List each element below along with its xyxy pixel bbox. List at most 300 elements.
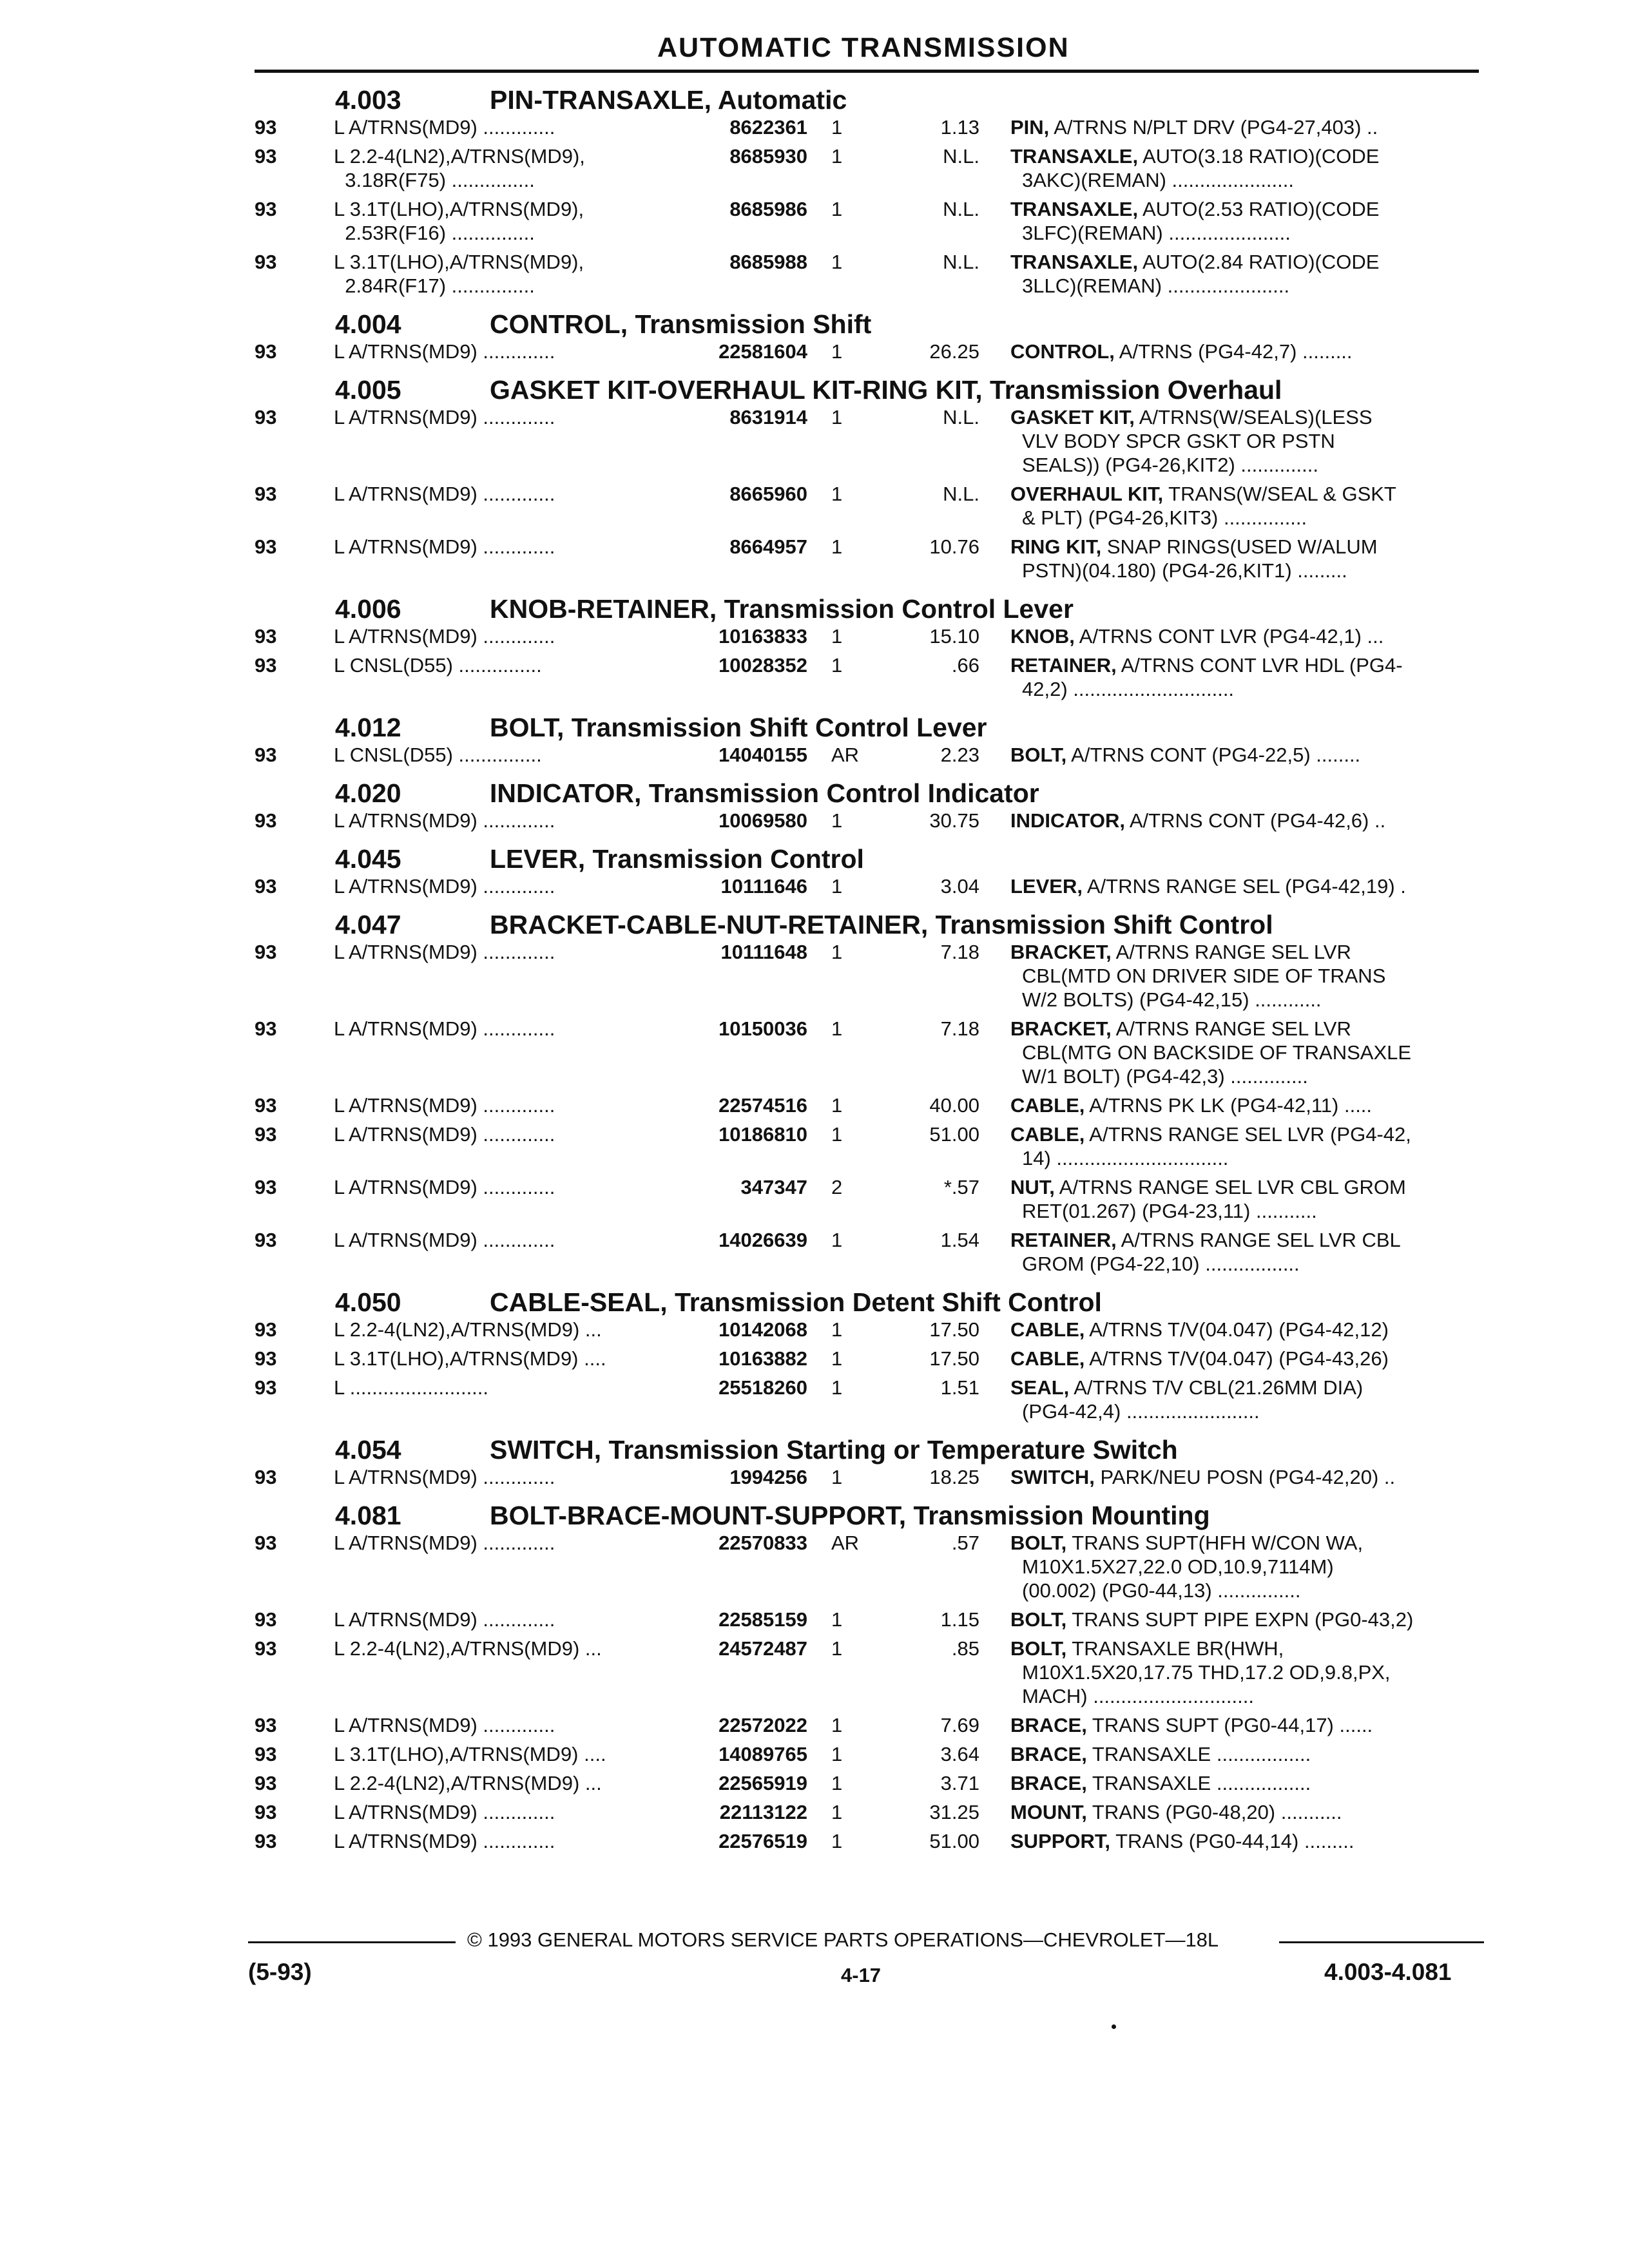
- part-number: 10142068: [718, 1318, 807, 1341]
- price: 40.00: [929, 1094, 979, 1117]
- section-title: [0, 838, 1629, 874]
- description-keyword: CABLE,: [1010, 1094, 1085, 1117]
- part-number: 22581604: [718, 340, 807, 363]
- catalog-section: [0, 1494, 1629, 1858]
- model-year: 93: [255, 1830, 277, 1852]
- part-number: 22113122: [719, 1801, 807, 1823]
- section-name: LEVER, Transmission Control: [490, 844, 864, 874]
- application-line: L 2.2-4(LN2),A/TRNS(MD9) ...: [334, 1772, 602, 1794]
- description-text: A/TRNS T/V CBL(21.26MM DIA): [1069, 1376, 1364, 1399]
- description-line: [1010, 506, 1474, 530]
- description-line: [1010, 1771, 1474, 1795]
- part-entry: [0, 1800, 1629, 1829]
- model-year: 93: [255, 1608, 277, 1631]
- description-line: [1010, 1684, 1474, 1708]
- application-line: L 2.2-4(LN2),A/TRNS(MD9),: [334, 145, 585, 168]
- description: [1010, 1175, 1474, 1223]
- description-text: AUTO(2.53 RATIO)(CODE: [1138, 198, 1380, 220]
- description-line: [1010, 677, 1474, 701]
- description: [1010, 482, 1474, 530]
- application: [334, 1800, 675, 1824]
- quantity: 1: [831, 116, 843, 139]
- description-text: A/TRNS CONT (PG4-22,5) ........: [1066, 744, 1361, 766]
- application: [334, 1175, 675, 1199]
- description-text: 3LFC)(REMAN) ......................: [1022, 222, 1291, 244]
- application-line: L 2.2-4(LN2),A/TRNS(MD9) ...: [334, 1637, 602, 1660]
- application: [334, 1771, 675, 1795]
- description: [1010, 1376, 1474, 1423]
- description-keyword: TRANSAXLE,: [1010, 145, 1139, 168]
- description-line: [1010, 1017, 1474, 1041]
- price: 7.18: [940, 1017, 979, 1040]
- application: [334, 405, 675, 429]
- description-keyword: CABLE,: [1010, 1347, 1085, 1370]
- application-line: L A/TRNS(MD9) .............: [334, 941, 555, 963]
- part-entry: [0, 1742, 1629, 1771]
- application-line: L CNSL(D55) ...............: [334, 744, 542, 766]
- application: [334, 1742, 675, 1766]
- quantity: 1: [831, 1637, 843, 1660]
- quantity: 2: [831, 1176, 843, 1198]
- description: [1010, 340, 1474, 363]
- application: [334, 1376, 675, 1399]
- description-line: [1010, 1347, 1474, 1370]
- application-line: 2.84R(F17) ...............: [334, 274, 535, 297]
- description-text: GROM (PG4-22,10) .................: [1022, 1253, 1300, 1275]
- description-keyword: BOLT,: [1010, 744, 1067, 766]
- model-year: 93: [255, 1176, 277, 1198]
- application-line: L A/TRNS(MD9) .............: [334, 1532, 555, 1554]
- section-title: [0, 303, 1629, 340]
- application-line: L A/TRNS(MD9) .............: [334, 1017, 555, 1040]
- description-text: TRANS(W/SEAL & GSKT: [1163, 483, 1396, 505]
- quantity: 1: [831, 654, 843, 677]
- price: 1.51: [940, 1376, 979, 1399]
- price: 10.76: [929, 535, 979, 558]
- part-entry: [0, 482, 1629, 535]
- application: [334, 1829, 675, 1853]
- price: 51.00: [929, 1123, 979, 1146]
- quantity: 1: [831, 1466, 843, 1488]
- description-line: [1010, 1742, 1474, 1766]
- description-text: A/TRNS PK LK (PG4-42,11) .....: [1084, 1094, 1373, 1117]
- application-line: L A/TRNS(MD9) .............: [334, 1176, 555, 1198]
- description-text: & PLT) (PG4-26,KIT3) ...............: [1022, 506, 1307, 529]
- model-year: 93: [255, 145, 277, 168]
- description-line: [1010, 1093, 1474, 1117]
- price: 7.69: [940, 1714, 979, 1736]
- price: 30.75: [929, 809, 979, 832]
- application-line: L A/TRNS(MD9) .............: [334, 1608, 555, 1631]
- section-number: 4.006: [335, 594, 401, 624]
- quantity: 1: [831, 1772, 843, 1794]
- section-name: GASKET KIT-OVERHAUL KIT-RING KIT, Transmission Overhaul: [490, 375, 1282, 405]
- part-number: 22570833: [718, 1532, 807, 1554]
- quantity: 1: [831, 340, 843, 363]
- part-number: 14040155: [718, 744, 807, 766]
- description-line: [1010, 1660, 1474, 1684]
- section-number: 4.004: [335, 309, 401, 339]
- description: [1010, 197, 1474, 245]
- description-line: [1010, 144, 1474, 168]
- description-line: [1010, 405, 1474, 429]
- application-line: L .........................: [334, 1376, 489, 1399]
- model-year: 93: [255, 1743, 277, 1765]
- part-number: 10111648: [720, 941, 807, 963]
- part-entry: [0, 535, 1629, 588]
- model-year: 93: [255, 406, 277, 428]
- parts-catalog: [0, 79, 1629, 1858]
- model-year: 93: [255, 941, 277, 963]
- description-text: A/TRNS T/V(04.047) (PG4-43,26): [1084, 1347, 1389, 1370]
- application: [334, 1228, 675, 1252]
- description-text: A/TRNS RANGE SEL LVR CBL: [1116, 1229, 1401, 1251]
- description: [1010, 653, 1474, 701]
- price: .66: [951, 654, 979, 677]
- footer-rule-right: [1279, 1941, 1484, 1943]
- part-entry: [0, 743, 1629, 772]
- description-keyword: TRANSAXLE,: [1010, 251, 1139, 273]
- description-line: [1010, 1175, 1474, 1199]
- application-line: L A/TRNS(MD9) .............: [334, 809, 555, 832]
- model-year: 93: [255, 875, 277, 898]
- description-keyword: BOLT,: [1010, 1608, 1067, 1631]
- quantity: 1: [831, 809, 843, 832]
- application-line: L 3.1T(LHO),A/TRNS(MD9) ....: [334, 1347, 606, 1370]
- section-name: CONTROL, Transmission Shift: [490, 309, 872, 339]
- model-year: 93: [255, 198, 277, 220]
- part-entry: [0, 1465, 1629, 1494]
- application: [334, 535, 675, 559]
- description-text: CBL(MTD ON DRIVER SIDE OF TRANS: [1022, 965, 1386, 987]
- application: [334, 940, 675, 964]
- description-keyword: BRACKET,: [1010, 941, 1112, 963]
- part-entry: [0, 1376, 1629, 1428]
- price: N.L.: [943, 145, 979, 168]
- description-text: W/2 BOLTS) (PG4-42,15) ............: [1022, 988, 1322, 1011]
- section-title: [0, 1428, 1629, 1465]
- section-number: 4.003: [335, 85, 401, 115]
- application-line: L A/TRNS(MD9) .............: [334, 535, 555, 558]
- part-entry: [0, 115, 1629, 144]
- catalog-section: [0, 303, 1629, 369]
- description-line: [1010, 1800, 1474, 1824]
- application-line: L 3.1T(LHO),A/TRNS(MD9),: [334, 251, 584, 273]
- description: [1010, 250, 1474, 298]
- description-text: AUTO(2.84 RATIO)(CODE: [1138, 251, 1380, 273]
- description-text: MACH) .............................: [1022, 1685, 1254, 1707]
- description-line: [1010, 809, 1474, 832]
- part-number: 10069580: [718, 809, 807, 832]
- model-year: 93: [255, 1466, 277, 1488]
- description-line: [1010, 1465, 1474, 1489]
- description-text: TRANS SUPT PIPE EXPN (PG0-43,2): [1066, 1608, 1414, 1631]
- description-keyword: PIN,: [1010, 116, 1050, 139]
- part-number: 22565919: [718, 1772, 807, 1794]
- application: [334, 482, 675, 506]
- model-year: 93: [255, 1801, 277, 1823]
- description-line: [1010, 988, 1474, 1012]
- price: 26.25: [929, 340, 979, 363]
- part-entry: [0, 1175, 1629, 1228]
- description-line: [1010, 168, 1474, 192]
- description-line: [1010, 221, 1474, 245]
- part-number: 10028352: [718, 654, 807, 677]
- part-number: 10150036: [718, 1017, 807, 1040]
- section-number: 4.020: [335, 778, 401, 808]
- price: .85: [951, 1637, 979, 1660]
- application: [334, 1531, 675, 1555]
- section-number: 4.012: [335, 713, 401, 742]
- description-text: A/TRNS CONT (PG4-42,6) ..: [1124, 809, 1386, 832]
- section-title: [0, 588, 1629, 624]
- price: 3.64: [940, 1743, 979, 1765]
- application-line: L A/TRNS(MD9) .............: [334, 340, 555, 363]
- part-entry: [0, 340, 1629, 369]
- description-text: 3AKC)(REMAN) ......................: [1022, 169, 1294, 191]
- part-number: 14089765: [718, 1743, 807, 1765]
- quantity: 1: [831, 1743, 843, 1765]
- application-line: L A/TRNS(MD9) .............: [334, 1801, 555, 1823]
- price: 15.10: [929, 625, 979, 648]
- description-line: [1010, 274, 1474, 298]
- section-title: [0, 1281, 1629, 1318]
- model-year: 93: [255, 809, 277, 832]
- description-line: [1010, 1228, 1474, 1252]
- application: [334, 1318, 675, 1341]
- catalog-section: [0, 369, 1629, 588]
- part-number: 10186810: [718, 1123, 807, 1146]
- description-text: (00.002) (PG0-44,13) ...............: [1022, 1579, 1301, 1602]
- description-text: PARK/NEU POSN (PG4-42,20) ..: [1094, 1466, 1396, 1488]
- price: *.57: [943, 1176, 979, 1198]
- part-entry: [0, 1017, 1629, 1093]
- application: [334, 874, 675, 898]
- model-year: 93: [255, 625, 277, 648]
- application: [334, 197, 675, 245]
- description-text: A/TRNS CONT LVR (PG4-42,1) ...: [1074, 625, 1384, 648]
- description-line: [1010, 1399, 1474, 1423]
- section-name: KNOB-RETAINER, Transmission Control Lever: [490, 594, 1074, 624]
- description: [1010, 1713, 1474, 1737]
- catalog-section: [0, 588, 1629, 706]
- section-number: 4.045: [335, 844, 401, 874]
- description-line: [1010, 1064, 1474, 1088]
- description-keyword: CONTROL,: [1010, 340, 1115, 363]
- description-text: A/TRNS RANGE SEL LVR: [1111, 941, 1351, 963]
- price: N.L.: [943, 406, 979, 428]
- description: [1010, 1742, 1474, 1766]
- description-text: AUTO(3.18 RATIO)(CODE: [1138, 145, 1380, 168]
- description: [1010, 624, 1474, 648]
- part-number: 22574516: [718, 1094, 807, 1117]
- application-line: L A/TRNS(MD9) .............: [334, 406, 555, 428]
- description-text: TRANS (PG0-48,20) ...........: [1086, 1801, 1342, 1823]
- part-entry: [0, 1713, 1629, 1742]
- description-text: 3LLC)(REMAN) ......................: [1022, 274, 1290, 297]
- application: [334, 1017, 675, 1041]
- application-line: L A/TRNS(MD9) .............: [334, 875, 555, 898]
- description-line: [1010, 559, 1474, 582]
- page-title: AUTOMATIC TRANSMISSION: [657, 32, 1070, 63]
- part-entry: [0, 940, 1629, 1017]
- description-text: A/TRNS RANGE SEL (PG4-42,19) .: [1082, 875, 1406, 898]
- application-line: L CNSL(D55) ...............: [334, 654, 542, 677]
- quantity: 1: [831, 1376, 843, 1399]
- price: N.L.: [943, 483, 979, 505]
- description-text: CBL(MTG ON BACKSIDE OF TRANSAXLE: [1022, 1041, 1412, 1064]
- description-text: A/TRNS (PG4-42,7) .........: [1114, 340, 1353, 363]
- application: [334, 743, 675, 767]
- application-line: L A/TRNS(MD9) .............: [334, 1094, 555, 1117]
- section-title: [0, 79, 1629, 115]
- description-text: A/TRNS RANGE SEL LVR: [1111, 1017, 1351, 1040]
- part-number: 25518260: [718, 1376, 807, 1399]
- price: 7.18: [940, 941, 979, 963]
- description-text: TRANS (PG0-44,14) .........: [1110, 1830, 1354, 1852]
- application: [334, 1608, 675, 1631]
- catalog-section: [0, 79, 1629, 303]
- section-name: BOLT, Transmission Shift Control Lever: [490, 713, 987, 742]
- description-line: [1010, 1637, 1474, 1660]
- section-name: BRACKET-CABLE-NUT-RETAINER, Transmission Shift Control: [490, 910, 1273, 939]
- description-line: [1010, 940, 1474, 964]
- part-entry: [0, 624, 1629, 653]
- copyright-notice: © 1993 GENERAL MOTORS SERVICE PARTS OPERATIONS—CHEVROLET—18L: [467, 1928, 1219, 1951]
- part-number: 1994256: [729, 1466, 807, 1488]
- application-line: L A/TRNS(MD9) .............: [334, 1229, 555, 1251]
- description: [1010, 144, 1474, 192]
- part-entry: [0, 1771, 1629, 1800]
- description-keyword: MOUNT,: [1010, 1801, 1087, 1823]
- part-entry: [0, 809, 1629, 838]
- description-text: A/TRNS RANGE SEL LVR (PG4-42,: [1084, 1123, 1411, 1146]
- quantity: 1: [831, 1318, 843, 1341]
- quantity: AR: [831, 1532, 860, 1554]
- application-line: L A/TRNS(MD9) .............: [334, 625, 555, 648]
- description-text: 42,2) .............................: [1022, 678, 1235, 700]
- part-number: 10111646: [720, 875, 807, 898]
- section-number: 4.047: [335, 910, 401, 939]
- description-keyword: CABLE,: [1010, 1318, 1085, 1341]
- part-number: 8665960: [729, 483, 807, 505]
- quantity: 1: [831, 1714, 843, 1736]
- description: [1010, 874, 1474, 898]
- description-keyword: NUT,: [1010, 1176, 1055, 1198]
- application: [334, 624, 675, 648]
- quantity: 1: [831, 1123, 843, 1146]
- description: [1010, 1017, 1474, 1088]
- page-number: 4-17: [841, 1964, 882, 1986]
- quantity: 1: [831, 1801, 843, 1823]
- description-text: TRANS SUPT(HFH W/CON WA,: [1066, 1532, 1364, 1554]
- scan-speck: [1112, 2024, 1116, 2029]
- part-number: 10163882: [718, 1347, 807, 1370]
- description-keyword: BRACE,: [1010, 1743, 1087, 1765]
- model-year: 93: [255, 744, 277, 766]
- application: [334, 1713, 675, 1737]
- description-line: [1010, 115, 1474, 139]
- model-year: 93: [255, 1532, 277, 1554]
- part-entry: [0, 1829, 1629, 1858]
- part-entry: [0, 1531, 1629, 1608]
- application-line: L 3.1T(LHO),A/TRNS(MD9),: [334, 198, 584, 220]
- description-text: SEALS)) (PG4-26,KIT2) ..............: [1022, 454, 1318, 476]
- quantity: 1: [831, 1830, 843, 1852]
- model-year: 93: [255, 340, 277, 363]
- section-number: 4.050: [335, 1287, 401, 1317]
- catalog-section: [0, 838, 1629, 903]
- description-line: [1010, 1252, 1474, 1276]
- section-number: 4.054: [335, 1435, 401, 1465]
- catalog-section: [0, 903, 1629, 1281]
- part-entry: [0, 197, 1629, 250]
- description-line: [1010, 964, 1474, 988]
- section-number: 4.005: [335, 375, 401, 405]
- part-number: 22576519: [718, 1830, 807, 1852]
- price: 1.13: [940, 116, 979, 139]
- part-number: 14026639: [718, 1229, 807, 1251]
- section-title: [0, 706, 1629, 743]
- price: 2.23: [940, 744, 979, 766]
- catalog-section: [0, 772, 1629, 838]
- description-text: 14) ...............................: [1022, 1147, 1229, 1169]
- description-keyword: SWITCH,: [1010, 1466, 1095, 1488]
- description: [1010, 1531, 1474, 1602]
- description-line: [1010, 340, 1474, 363]
- description: [1010, 809, 1474, 832]
- quantity: 1: [831, 1094, 843, 1117]
- model-year: 93: [255, 1376, 277, 1399]
- description-line: [1010, 1713, 1474, 1737]
- description-line: [1010, 743, 1474, 767]
- description-text: W/1 BOLT) (PG4-42,3) ..............: [1022, 1065, 1308, 1088]
- application: [334, 653, 675, 677]
- description: [1010, 405, 1474, 477]
- description-text: (PG4-42,4) ........................: [1022, 1400, 1260, 1423]
- price: N.L.: [943, 198, 979, 220]
- price: 1.54: [940, 1229, 979, 1251]
- description-keyword: RING KIT,: [1010, 535, 1102, 558]
- application: [334, 809, 675, 832]
- description-keyword: SUPPORT,: [1010, 1830, 1111, 1852]
- part-number: 8664957: [729, 535, 807, 558]
- description: [1010, 115, 1474, 139]
- part-number: 10163833: [718, 625, 807, 648]
- quantity: AR: [831, 744, 860, 766]
- quantity: 1: [831, 941, 843, 963]
- part-number: 24572487: [718, 1637, 807, 1660]
- application: [334, 1093, 675, 1117]
- description-keyword: BOLT,: [1010, 1637, 1067, 1660]
- description-text: M10X1.5X20,17.75 THD,17.2 OD,9.8,PX,: [1022, 1661, 1391, 1684]
- price: N.L.: [943, 251, 979, 273]
- quantity: 1: [831, 251, 843, 273]
- description-text: A/TRNS RANGE SEL LVR CBL GROM: [1054, 1176, 1406, 1198]
- section-name: PIN-TRANSAXLE, Automatic: [490, 85, 847, 115]
- description-line: [1010, 1122, 1474, 1146]
- description: [1010, 1771, 1474, 1795]
- price: 17.50: [929, 1318, 979, 1341]
- part-entry: [0, 144, 1629, 197]
- model-year: 93: [255, 483, 277, 505]
- description-line: [1010, 1318, 1474, 1341]
- application-line: L A/TRNS(MD9) .............: [334, 1714, 555, 1736]
- description-text: TRANSAXLE .................: [1086, 1772, 1311, 1794]
- description-text: SNAP RINGS(USED W/ALUM: [1101, 535, 1378, 558]
- description-line: [1010, 197, 1474, 221]
- description-keyword: BRACE,: [1010, 1772, 1087, 1794]
